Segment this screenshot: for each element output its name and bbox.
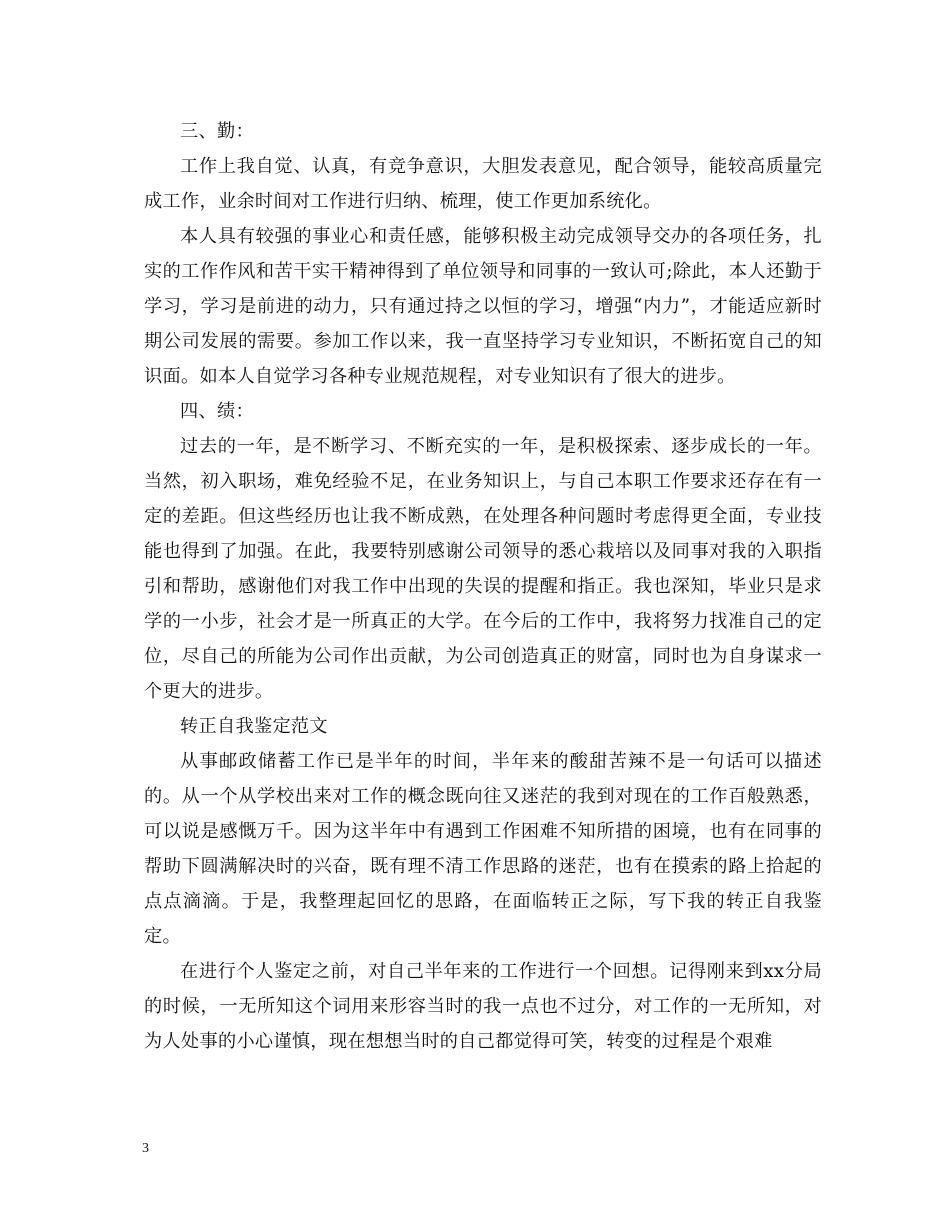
page-number: 3 bbox=[142, 1141, 149, 1156]
section-heading-achievement: 四、绩： bbox=[180, 401, 254, 422]
paragraph: 过去的一年，是不断学习、不断充实的一年，是积极探索、逐步成长的一年。当然，初入职场，难免经验不足，在业务知识上，与自己本职工作要求还存在有一定的差距。但这些经历也让我不断成熟，在处理各种问题时考虑得更全面，专业技能也得到了加强。在此，我要特别感谢公司领导的悉心栽培以及同事对我的入职指引和帮助，感谢他们对我工作中出现的失误的提醒和指正。我也深知，毕业只是求学的一小步，社会才是一所真正的大学。在今后的工作中，我将努力找准自己的定位，尽自己的所能为公司作出贡献，为公司创造真正的财富，同时也为自身谋求一个更大的进步。 bbox=[144, 436, 822, 702]
paragraph: 从事邮政储蓄工作已是半年的时间，半年来的酸甜苦辣不是一句话可以描述的。从一个从学校出来对工作的概念既向往又迷茫的我到对现在的工作百般熟悉，可以说是感慨万千。因为这半年中有遇到工作困难不知所措的困境，也有在同事的帮助下圆满解决时的兴奋，既有理不清工作思路的迷茫，也有在摸索的路上拾起的点点滴滴。于是，我整理起回忆的思路，在面临转正之际，写下我的转正自我鉴定。 bbox=[144, 751, 822, 947]
paragraph: 在进行个人鉴定之前，对自己半年来的工作进行一个回想。记得刚来到xx分局的时候，一无所知这个词用来形容当时的我一点也不过分，对工作的一无所知，对为人处事的小心谨慎，现在想想当时的自己都觉得可笑，转变的过程是个艰难 bbox=[144, 961, 822, 1052]
section-heading-diligence: 三、勤： bbox=[180, 121, 254, 142]
sample-title: 转正自我鉴定范文 bbox=[180, 716, 328, 737]
paragraph: 本人具有较强的事业心和责任感，能够积极主动完成领导交办的各项任务，扎实的工作作风和苦干实干精神得到了单位领导和同事的一致认可;除此，本人还勤于学习，学习是前进的动力，只有通过持之以恒的学习，增强“内力”，才能适应新时期公司发展的需要。参加工作以来，我一直坚持学习专业知识，不断拓宽自己的知识面。如本人自觉学习各种专业规范规程，对专业知识有了很大的进步。 bbox=[144, 226, 822, 387]
document-body bbox=[144, 114, 822, 1059]
paragraph: 工作上我自觉、认真，有竞争意识，大胆发表意见，配合领导，能较高质量完成工作，业余时间对工作进行归纳、梳理，使工作更加系统化。 bbox=[144, 156, 822, 212]
